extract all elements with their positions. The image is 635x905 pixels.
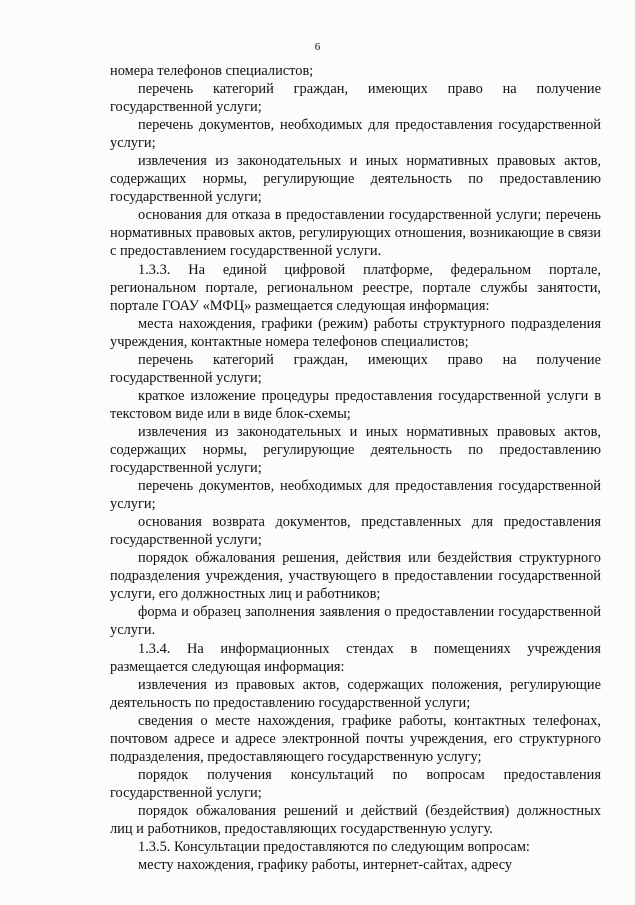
paragraph: перечень категорий граждан, имеющих право на получение государственной услуги;: [110, 81, 601, 116]
paragraph: перечень документов, необходимых для предоставления государственной услуги;: [110, 478, 601, 513]
paragraph: порядок получения консультаций по вопросам предоставления государственной услуги;: [110, 766, 601, 801]
paragraph: извлечения из законодательных и иных нормативных правовых актов, содержащих нормы, регулирующие деятельность по предоставлению государственной услуги;: [110, 423, 601, 477]
paragraph: извлечения из правовых актов, содержащих положения, регулирующие деятельность по предоставлению государственной услуги;: [110, 676, 601, 711]
paragraph: месту нахождения, графику работы, интернет-сайтах, адресу: [138, 857, 513, 874]
paragraph: 1.3.3. На единой цифровой платформе, федеральном портале, региональном портале, региональном реестре, портале службы занятости, портале ГОАУ «МФЦ» размещается следующая информация:: [110, 261, 601, 314]
paragraph: основания возврата документов, представленных для предоставления государственной услуги;: [110, 514, 601, 549]
paragraph: перечень категорий граждан, имеющих право на получение государственной услуги;: [110, 351, 601, 386]
paragraph: форма и образец заполнения заявления о предоставлении государственной услуги.: [110, 604, 601, 639]
paragraph: 1.3.5. Консультации предоставляются по следующим вопросам:: [138, 839, 530, 856]
paragraph: номера телефонов специалистов;: [110, 63, 314, 79]
paragraph: порядок обжалования решений и действий (бездействия) должностных лиц и работников, предоставляющих государственную услугу.: [110, 802, 601, 837]
paragraph: извлечения из законодательных и иных нормативных правовых актов, содержащих нормы, регулирующие деятельность по предоставлению государственной услуги;: [110, 153, 601, 206]
page-number: 6: [314, 41, 321, 53]
paragraph: краткое изложение процедуры предоставления государственной услуги в текстовом виде или в виде блок-схемы;: [110, 387, 601, 422]
paragraph: 1.3.4. На информационных стендах в помещениях учреждения размещается следующая информация:: [110, 640, 601, 675]
paragraph: места нахождения, графики (режим) работы структурного подразделения учреждения, контактные номера телефонов специалистов;: [110, 315, 601, 350]
paragraph: основания для отказа в предоставлении государственной услуги; перечень нормативных правовых актов, регулирующих отношения, возникающие в связи с предоставлением государственной услуги.: [110, 207, 601, 260]
document-body: [110, 62, 601, 874]
paragraph: сведения о месте нахождения, графике работы, контактных телефонах, почтовом адресе и адресе электронной почты учреждения, его структурного подразделения, предоставляющего государственную услугу;: [110, 712, 601, 765]
paragraph: перечень документов, необходимых для предоставления государственной услуги;: [110, 117, 601, 152]
paragraph: порядок обжалования решения, действия или бездействия структурного подразделения учреждения, участвующего в предоставлении государственной услуги, его должностных лиц и работников;: [110, 550, 601, 603]
